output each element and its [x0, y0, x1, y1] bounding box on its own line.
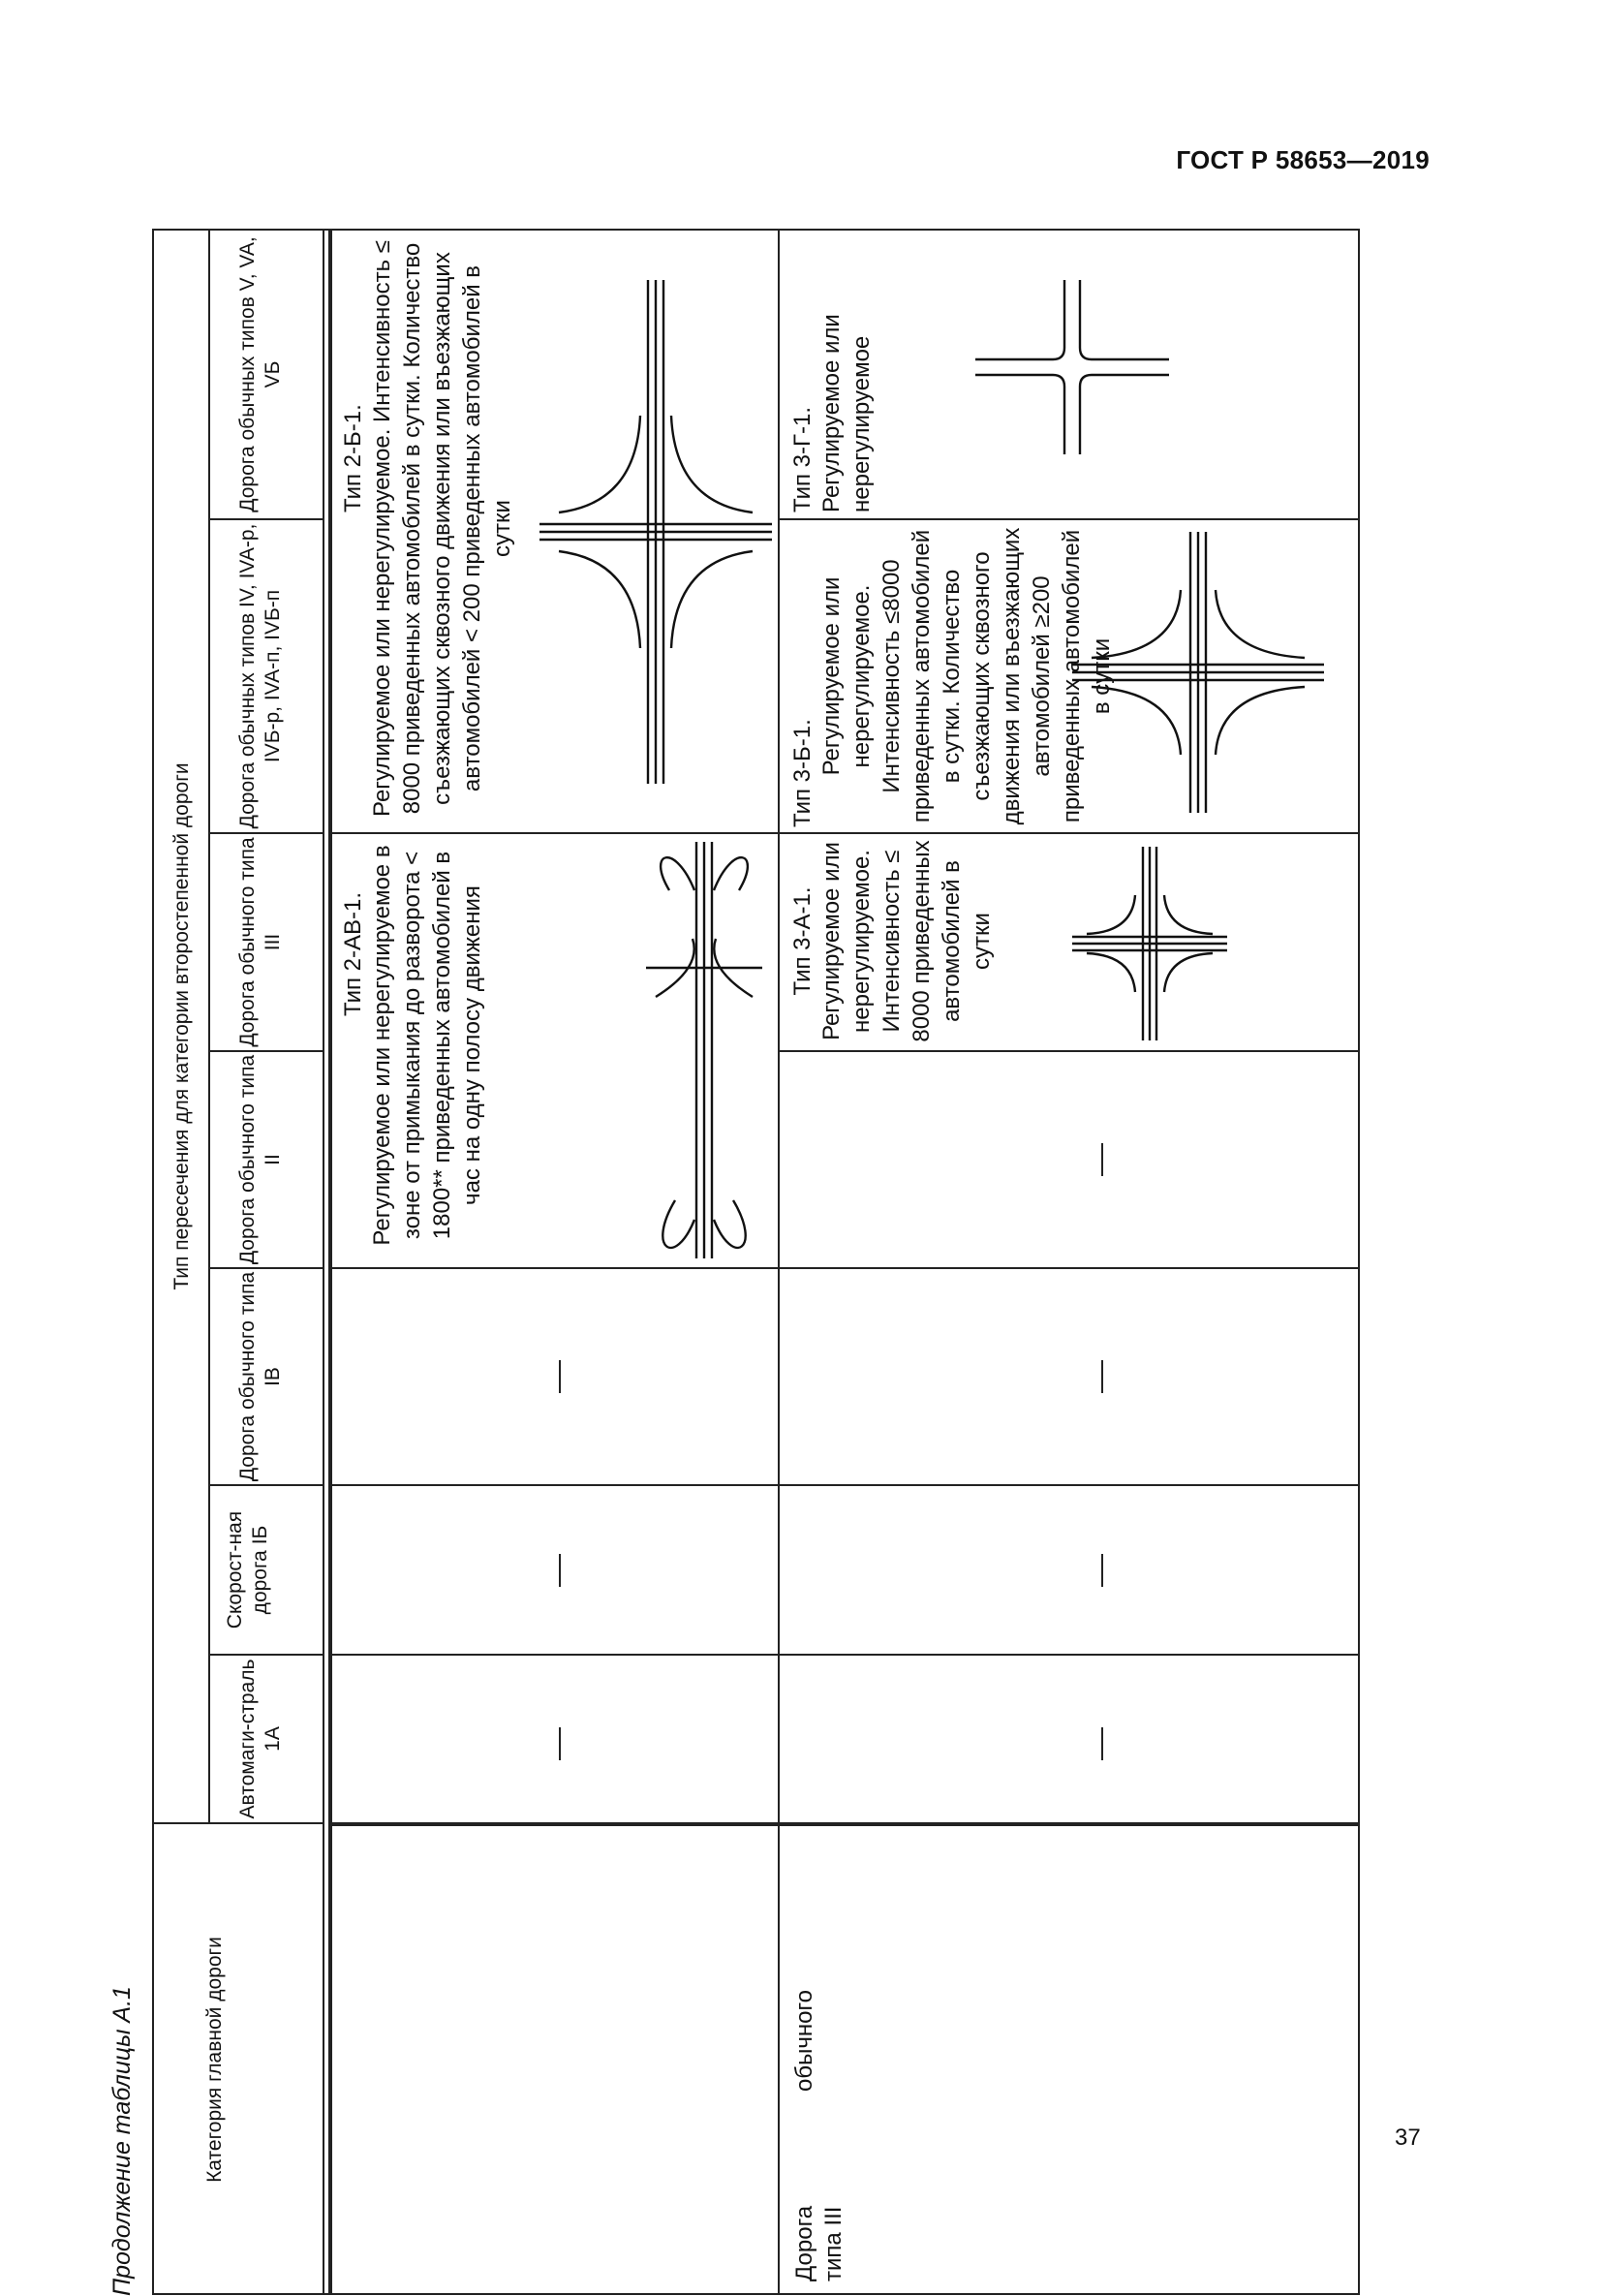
type-3g1-title: Тип 3-Г-1.: [789, 406, 816, 512]
row2-dash-1b: [1101, 1554, 1103, 1587]
header-col-5-label: Дорога обычных типов V, VA, VБ: [236, 236, 284, 512]
row2-dash-1v: [1101, 1360, 1103, 1393]
type-2b1-diagram: [539, 280, 772, 784]
table-caption: Продолжение таблицы А.1: [108, 1986, 136, 2296]
row1-dash-1a: [559, 1727, 561, 1760]
header-col-4-label: Дорога обычных типов IV, IVA-р, IVБ-р, IVA-п, IVБ-п: [236, 523, 284, 829]
row2-cell-1v: [778, 1267, 1360, 1486]
type-3b1-title: Тип 3-Б-1.: [789, 719, 816, 827]
type-2b1-title: Тип 2-Б-1.: [340, 404, 366, 512]
row1-cell-1b: [330, 1484, 780, 1656]
row2-main-b: обычного: [791, 1989, 817, 2092]
row2-dash-1a: [1101, 1727, 1103, 1760]
row1-dash-1b: [559, 1554, 561, 1587]
type-3a1-text: Регулируемое или нерегулируемое. Интенсивность ≤ 8000 приведенных автомобилей в сутки: [818, 840, 995, 1042]
page-number: 37: [1395, 2125, 1421, 2151]
row2-cell-1b: [778, 1484, 1360, 1656]
row2-dash-2: [1101, 1143, 1103, 1176]
type-3a1-diagram: [1072, 847, 1227, 1040]
row2-main-a: Дорога: [791, 2205, 817, 2281]
header-main-road: [152, 1824, 324, 2295]
type-2av1-diagram: [636, 842, 772, 1258]
header-col-1a-label: Автомаги-страль 1А: [236, 1659, 284, 1819]
type-3g1-diagram: [975, 280, 1169, 454]
type-3g1-text: Регулируемое или нерегулируемое: [818, 314, 875, 512]
type-3a1-title: Тип 3-А-1.: [789, 886, 816, 996]
header-group-label: Тип пересечения для категории второстепенной дороги: [170, 762, 193, 1290]
intersection-table: [152, 229, 1360, 2295]
row2-main-cell: [778, 1824, 1360, 2295]
row2-main-c: типа III: [820, 2206, 847, 2281]
type-3b1-diagram: [1072, 532, 1324, 813]
row2-cell-1a: [778, 1654, 1360, 1824]
header-col-1v-label: Дорога обычного типа IВ: [236, 1271, 284, 1482]
header-main-road-label: Категория главной дороги: [203, 1937, 226, 2183]
row1-cell-1a: [330, 1654, 780, 1824]
header-col-1b-label: Скорост-ная дорога IБ: [224, 1510, 271, 1629]
type-2av1-title: Тип 2-АВ-1.: [340, 891, 366, 1016]
row2-cell-2: [778, 1050, 1360, 1269]
row1-main-cell: [330, 1824, 780, 2295]
row1-dash-1v: [559, 1360, 561, 1393]
header-col-2-label: Дорога обычного типа II: [236, 1054, 284, 1265]
type-2b1-text: Регулируемое или нерегулируемое. Интенсивность ≤ 8000 приведенных автомобилей в сутки. Количество съезжающих сквозного движения или въезжающих автомобилей < 200 приведенных автомобилей в сутки: [369, 240, 515, 817]
type-3b1-text: Регулируемое или нерегулируемое. Интенсивность ≤8000 приведенных автомобилей в сутки. Количество съезжающих сквозного движения или въезжающих автомобилей ≥200 приведенных автомобилей в сутки: [818, 527, 1115, 825]
row1-cell-1v: [330, 1267, 780, 1486]
type-2av1-text: Регулируемое или нерегулируемое в зоне от примыкания до разворота < 1800** приведенных автомобилей в час на одну полосу движения: [369, 845, 485, 1246]
document-header: ГОСТ Р 58653—2019: [1176, 145, 1430, 174]
header-col-3-label: Дорога обычного типа III: [236, 837, 284, 1047]
